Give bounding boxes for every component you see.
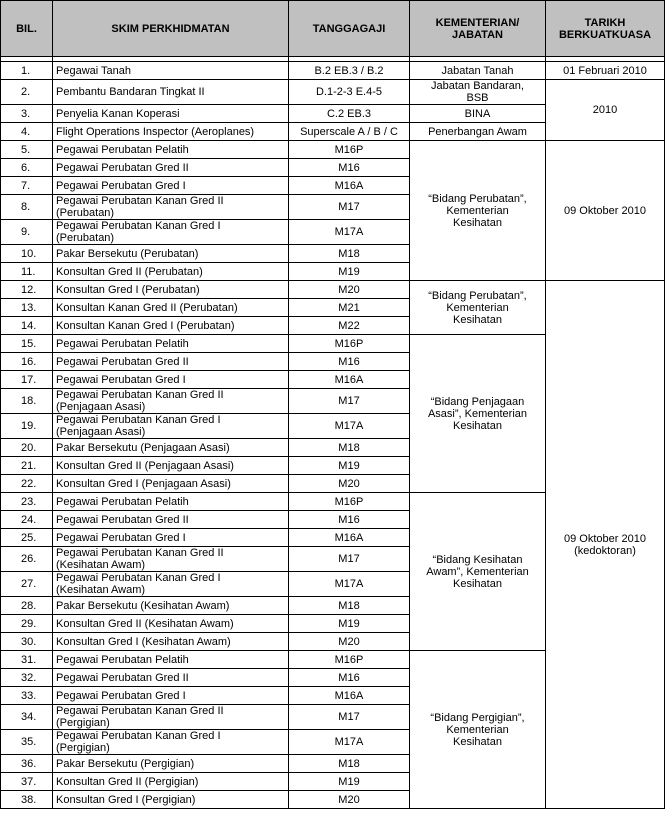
cell-bil: 2. bbox=[1, 80, 53, 105]
cell-text-line: Kementerian bbox=[446, 204, 509, 217]
cell-bil: 23. bbox=[1, 493, 53, 511]
cell-tanggagaji: M19 bbox=[289, 457, 410, 475]
cell-tanggagaji: D.1-2-3 E.4-5 bbox=[289, 80, 410, 105]
cell-tanggagaji: M16A bbox=[289, 687, 410, 705]
cell-kementerian bbox=[410, 493, 546, 651]
cell-text-line: “Bidang Penjagaan bbox=[430, 395, 525, 408]
cell-tanggagaji: M20 bbox=[289, 633, 410, 651]
cell-bil: 11. bbox=[1, 263, 53, 281]
cell-text-line: Jabatan Tanah bbox=[441, 64, 514, 77]
cell-tarikh bbox=[546, 62, 665, 80]
cell-skim bbox=[53, 245, 289, 263]
cell-tanggagaji: M19 bbox=[289, 615, 410, 633]
cell-skim bbox=[53, 263, 289, 281]
cell-text-line: 09 Oktober 2010 bbox=[564, 532, 646, 545]
cell-tanggagaji: M16 bbox=[289, 159, 410, 177]
header-bil: BIL. bbox=[1, 1, 53, 57]
cell-text-line: BSB bbox=[466, 92, 489, 104]
cell-tanggagaji: M18 bbox=[289, 439, 410, 457]
cell-skim bbox=[53, 511, 289, 529]
cell-bil: 18. bbox=[1, 389, 53, 414]
cell-text-line: Pakar Bersekutu (Perubatan) bbox=[56, 247, 199, 260]
cell-bil: 6. bbox=[1, 159, 53, 177]
cell-text-line: Jabatan Bandaran, bbox=[431, 80, 524, 92]
cell-bil: 38. bbox=[1, 791, 53, 809]
cell-tanggagaji: M17 bbox=[289, 547, 410, 572]
cell-text-line: Konsultan Gred I (Kesihatan Awam) bbox=[56, 635, 231, 648]
cell-skim bbox=[53, 615, 289, 633]
cell-text-line: Konsultan Gred II (Pergigian) bbox=[56, 775, 199, 788]
cell-bil: 17. bbox=[1, 371, 53, 389]
cell-text-line: Kesihatan bbox=[453, 735, 502, 748]
cell-text-line: Pegawai Perubatan Kanan Gred II bbox=[56, 389, 224, 401]
cell-bil: 27. bbox=[1, 572, 53, 597]
table-row bbox=[1, 281, 665, 299]
cell-text-line: Pegawai Perubatan Kanan Gred I bbox=[56, 220, 221, 232]
cell-bil: 12. bbox=[1, 281, 53, 299]
cell-bil: 25. bbox=[1, 529, 53, 547]
cell-bil: 34. bbox=[1, 705, 53, 730]
cell-text-line: Pegawai Perubatan Gred II bbox=[56, 161, 189, 174]
cell-tanggagaji: M19 bbox=[289, 773, 410, 791]
cell-tarikh bbox=[546, 281, 665, 809]
cell-kementerian bbox=[410, 62, 546, 80]
cell-skim bbox=[53, 123, 289, 141]
cell-tanggagaji: M20 bbox=[289, 281, 410, 299]
cell-text-line: “Bidang Perubatan”, bbox=[428, 192, 527, 205]
cell-text-line: (Kesihatan Awam) bbox=[56, 584, 146, 596]
cell-text-line: (Pergigian) bbox=[56, 742, 110, 754]
cell-text-line: 01 Februari 2010 bbox=[563, 64, 647, 77]
cell-text-line: Konsultan Gred II (Perubatan) bbox=[56, 265, 203, 278]
cell-bil: 28. bbox=[1, 597, 53, 615]
cell-text-line: Konsultan Gred I (Perubatan) bbox=[56, 283, 200, 296]
cell-skim bbox=[53, 220, 289, 245]
cell-skim bbox=[53, 529, 289, 547]
cell-text-line: Pegawai Perubatan Gred II bbox=[56, 513, 189, 526]
cell-tanggagaji: M21 bbox=[289, 299, 410, 317]
cell-skim bbox=[53, 633, 289, 651]
cell-skim bbox=[53, 177, 289, 195]
cell-skim bbox=[53, 755, 289, 773]
cell-text-line: Pegawai Perubatan Gred I bbox=[56, 179, 186, 192]
cell-tanggagaji: M17 bbox=[289, 195, 410, 220]
cell-tarikh bbox=[546, 80, 665, 141]
cell-tanggagaji: M16 bbox=[289, 353, 410, 371]
cell-skim bbox=[53, 80, 289, 105]
header-tanggagaji: TANGGAGAJI bbox=[289, 1, 410, 57]
cell-tanggagaji: M16A bbox=[289, 371, 410, 389]
cell-tanggagaji: M16P bbox=[289, 651, 410, 669]
cell-bil: 30. bbox=[1, 633, 53, 651]
cell-text-line: “Bidang Kesihatan bbox=[432, 553, 523, 566]
cell-kementerian bbox=[410, 651, 546, 809]
cell-text-line: Pegawai Perubatan Pelatih bbox=[56, 653, 189, 666]
cell-tanggagaji: M17 bbox=[289, 389, 410, 414]
cell-text-line: Pegawai Perubatan Pelatih bbox=[56, 143, 189, 156]
cell-text-line: Pegawai Perubatan Kanan Gred II bbox=[56, 705, 224, 717]
cell-text-line: Pakar Bersekutu (Kesihatan Awam) bbox=[56, 599, 230, 612]
cell-tanggagaji: M17A bbox=[289, 414, 410, 439]
cell-tanggagaji: M20 bbox=[289, 791, 410, 809]
cell-text-line: Kementerian bbox=[446, 723, 509, 736]
cell-bil: 14. bbox=[1, 317, 53, 335]
cell-bil: 19. bbox=[1, 414, 53, 439]
cell-bil: 21. bbox=[1, 457, 53, 475]
table-row bbox=[1, 141, 665, 159]
cell-skim bbox=[53, 159, 289, 177]
cell-skim bbox=[53, 281, 289, 299]
header-kementerian: KEMENTERIAN/ JABATAN bbox=[410, 1, 546, 57]
cell-skim bbox=[53, 317, 289, 335]
cell-text-line: Pegawai Perubatan Kanan Gred II bbox=[56, 195, 224, 207]
cell-tanggagaji: Superscale A / B / C bbox=[289, 123, 410, 141]
cell-text-line: (Penjagaan Asasi) bbox=[56, 426, 146, 438]
header-row bbox=[1, 1, 665, 57]
cell-tanggagaji: M16A bbox=[289, 177, 410, 195]
cell-text-line: Pegawai Tanah bbox=[56, 64, 132, 77]
cell-kementerian bbox=[410, 80, 546, 105]
cell-text-line: Pegawai Perubatan Gred I bbox=[56, 689, 186, 702]
cell-skim bbox=[53, 773, 289, 791]
table-row bbox=[1, 80, 665, 105]
cell-text-line: (Penjagaan Asasi) bbox=[56, 401, 146, 413]
cell-bil: 10. bbox=[1, 245, 53, 263]
cell-text-line: Konsultan Kanan Gred II (Perubatan) bbox=[56, 301, 238, 314]
cell-text-line: Pegawai Perubatan Gred I bbox=[56, 373, 186, 386]
table-row bbox=[1, 62, 665, 80]
cell-text-line: Kesihatan bbox=[453, 577, 502, 590]
cell-tanggagaji: M16 bbox=[289, 511, 410, 529]
cell-bil: 5. bbox=[1, 141, 53, 159]
cell-bil: 20. bbox=[1, 439, 53, 457]
cell-bil: 32. bbox=[1, 669, 53, 687]
cell-text-line: Penyelia Kanan Koperasi bbox=[56, 107, 180, 120]
cell-tanggagaji: M16P bbox=[289, 335, 410, 353]
cell-bil: 3. bbox=[1, 105, 53, 123]
cell-bil: 4. bbox=[1, 123, 53, 141]
cell-bil: 15. bbox=[1, 335, 53, 353]
cell-skim bbox=[53, 299, 289, 317]
cell-skim bbox=[53, 195, 289, 220]
cell-text-line: (Pergigian) bbox=[56, 717, 110, 729]
cell-tanggagaji: B.2 EB.3 / B.2 bbox=[289, 62, 410, 80]
cell-tanggagaji: M17A bbox=[289, 572, 410, 597]
cell-tarikh bbox=[546, 141, 665, 281]
cell-tanggagaji: M22 bbox=[289, 317, 410, 335]
cell-text-line: Flight Operations Inspector (Aeroplanes) bbox=[56, 125, 255, 138]
cell-text-line: Pegawai Perubatan Gred I bbox=[56, 531, 186, 544]
cell-skim bbox=[53, 62, 289, 80]
cell-skim bbox=[53, 493, 289, 511]
cell-bil: 24. bbox=[1, 511, 53, 529]
cell-text-line: (kedoktoran) bbox=[574, 544, 636, 557]
cell-tanggagaji: M16P bbox=[289, 141, 410, 159]
cell-skim bbox=[53, 572, 289, 597]
cell-kementerian bbox=[410, 335, 546, 493]
cell-text-line: Konsultan Gred I (Pergigian) bbox=[56, 793, 196, 806]
header-skim: SKIM PERKHIDMATAN bbox=[53, 1, 289, 57]
cell-text-line: Pegawai Perubatan Kanan Gred I bbox=[56, 730, 221, 742]
cell-skim bbox=[53, 353, 289, 371]
cell-text-line: BINA bbox=[464, 107, 491, 120]
cell-tanggagaji: M17A bbox=[289, 730, 410, 755]
cell-text-line: Pegawai Perubatan Kanan Gred I bbox=[56, 414, 221, 426]
cell-kementerian bbox=[410, 281, 546, 335]
header-tarikh: TARIKH BERKUATKUASA bbox=[546, 1, 665, 57]
cell-bil: 9. bbox=[1, 220, 53, 245]
cell-text-line: 2010 bbox=[592, 104, 618, 116]
cell-skim bbox=[53, 475, 289, 493]
cell-text-line: Pembantu Bandaran Tingkat II bbox=[56, 86, 205, 98]
cell-skim bbox=[53, 414, 289, 439]
cell-text-line: Pegawai Perubatan Pelatih bbox=[56, 337, 189, 350]
cell-text-line: Konsultan Gred II (Kesihatan Awam) bbox=[56, 617, 234, 630]
cell-bil: 1. bbox=[1, 62, 53, 80]
cell-tanggagaji: M19 bbox=[289, 263, 410, 281]
cell-skim bbox=[53, 705, 289, 730]
cell-bil: 35. bbox=[1, 730, 53, 755]
cell-text-line: Pakar Bersekutu (Pergigian) bbox=[56, 757, 195, 770]
cell-tanggagaji: M20 bbox=[289, 475, 410, 493]
cell-bil: 16. bbox=[1, 353, 53, 371]
cell-text-line: Konsultan Gred II (Penjagaan Asasi) bbox=[56, 459, 234, 472]
cell-text-line: Awam”, Kementerian bbox=[426, 565, 529, 578]
cell-text-line: Pegawai Perubatan Gred II bbox=[56, 355, 189, 368]
cell-bil: 26. bbox=[1, 547, 53, 572]
cell-text-line: Kesihatan bbox=[453, 419, 502, 432]
cell-tanggagaji: M18 bbox=[289, 245, 410, 263]
cell-bil: 13. bbox=[1, 299, 53, 317]
cell-skim bbox=[53, 105, 289, 123]
cell-skim bbox=[53, 597, 289, 615]
cell-text-line: (Perubatan) bbox=[56, 232, 115, 244]
cell-text-line: Pegawai Perubatan Kanan Gred I bbox=[56, 572, 221, 584]
cell-kementerian bbox=[410, 141, 546, 281]
cell-text-line: Kesihatan bbox=[453, 216, 502, 229]
cell-text-line: Konsultan Gred I (Penjagaan Asasi) bbox=[56, 477, 231, 490]
cell-text-line: “Bidang Perubatan”, bbox=[428, 289, 527, 302]
cell-skim bbox=[53, 651, 289, 669]
cell-tanggagaji: M16P bbox=[289, 493, 410, 511]
cell-skim bbox=[53, 389, 289, 414]
cell-text-line: Pegawai Perubatan Pelatih bbox=[56, 495, 189, 508]
cell-text-line: Asasi”, Kementerian bbox=[427, 407, 528, 420]
cell-skim bbox=[53, 371, 289, 389]
cell-skim bbox=[53, 457, 289, 475]
cell-bil: 7. bbox=[1, 177, 53, 195]
cell-tanggagaji: M17A bbox=[289, 220, 410, 245]
cell-bil: 36. bbox=[1, 755, 53, 773]
cell-text-line: Pegawai Perubatan Gred II bbox=[56, 671, 189, 684]
cell-tanggagaji: M16A bbox=[289, 529, 410, 547]
cell-text-line: Kementerian bbox=[446, 301, 509, 314]
cell-kementerian bbox=[410, 105, 546, 123]
cell-tanggagaji: M16 bbox=[289, 669, 410, 687]
cell-bil: 22. bbox=[1, 475, 53, 493]
cell-text-line: “Bidang Pergigian”, bbox=[430, 711, 525, 724]
cell-bil: 31. bbox=[1, 651, 53, 669]
cell-skim bbox=[53, 669, 289, 687]
cell-text-line: (Perubatan) bbox=[56, 207, 115, 219]
cell-skim bbox=[53, 335, 289, 353]
cell-text-line: (Kesihatan Awam) bbox=[56, 559, 146, 571]
cell-bil: 33. bbox=[1, 687, 53, 705]
cell-bil: 8. bbox=[1, 195, 53, 220]
cell-tanggagaji: M18 bbox=[289, 597, 410, 615]
cell-text-line: Pakar Bersekutu (Penjagaan Asasi) bbox=[56, 441, 230, 454]
cell-skim bbox=[53, 687, 289, 705]
table-body bbox=[1, 62, 665, 809]
cell-text-line: Kesihatan bbox=[453, 313, 502, 326]
cell-skim bbox=[53, 547, 289, 572]
cell-skim bbox=[53, 141, 289, 159]
cell-text-line: Konsultan Kanan Gred I (Perubatan) bbox=[56, 319, 235, 332]
cell-skim bbox=[53, 439, 289, 457]
cell-bil: 29. bbox=[1, 615, 53, 633]
cell-tanggagaji: M17 bbox=[289, 705, 410, 730]
cell-skim bbox=[53, 791, 289, 809]
cell-kementerian bbox=[410, 123, 546, 141]
cell-text-line: 09 Oktober 2010 bbox=[564, 204, 646, 217]
cell-text-line: Pegawai Perubatan Kanan Gred II bbox=[56, 547, 224, 559]
cell-bil: 37. bbox=[1, 773, 53, 791]
cell-tanggagaji: C.2 EB.3 bbox=[289, 105, 410, 123]
cell-tanggagaji: M18 bbox=[289, 755, 410, 773]
cell-text-line: Penerbangan Awam bbox=[428, 125, 527, 138]
cell-skim bbox=[53, 730, 289, 755]
